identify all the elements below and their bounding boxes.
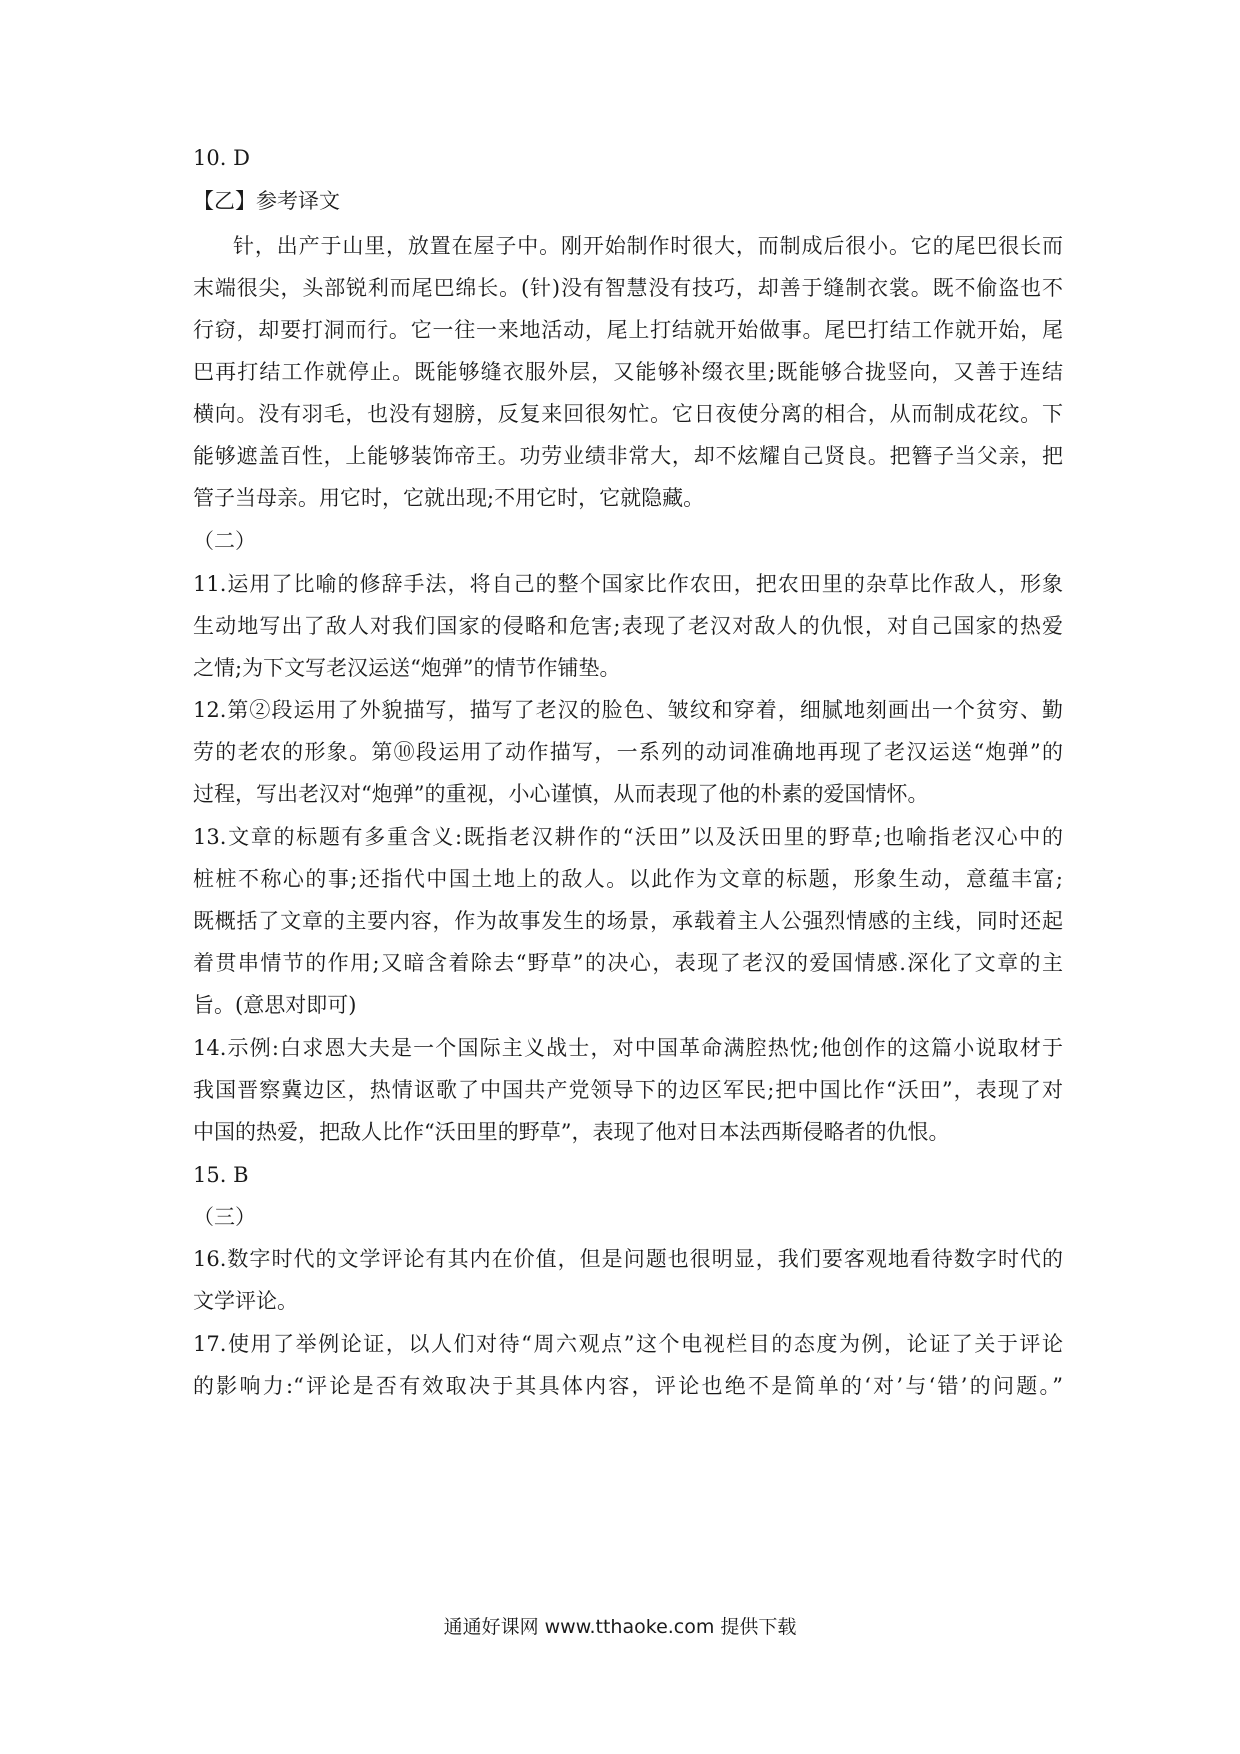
translation-line: 巴再打结工作就停止。既能够缝衣服外层，又能够补缀衣里;既能够合拢竖向，又善于连结 (193, 360, 1063, 384)
yi-translation-heading: 【乙】参考译文 (193, 189, 340, 213)
answer-12-line: 劳的老农的形象。第⑩段运用了动作描写，一系列的动词准确地再现了老汉运送“炮弹”的 (193, 740, 1063, 764)
answer-11-line: 生动地写出了敌人对我们国家的侵略和危害;表现了老汉对敌人的仇恨，对自己国家的热爱 (193, 614, 1063, 638)
answer-11-line: 之情;为下文写老汉运送“炮弹”的情节作铺垫。 (193, 656, 621, 680)
answer-16-line: 文学评论。 (193, 1289, 298, 1313)
answer-16-line: 16.数字时代的文学评论有其内在价值，但是问题也很明显，我们要客观地看待数字时代的 (193, 1247, 1063, 1271)
answer-13-line: 既概括了文章的主要内容，作为故事发生的场景，承载着主人公强烈情感的主线，同时还起 (193, 909, 1063, 933)
translation-line: 横向。没有羽毛，也没有翅膀，反复来回很匆忙。它日夜使分离的相合，从而制成花纹。下 (193, 402, 1063, 426)
answer-13-line: 旨。(意思对即可) (193, 993, 357, 1017)
answer-17-line: 17.使用了举例论证，以人们对待“周六观点”这个电视栏目的态度为例，论证了关于评论 (193, 1332, 1063, 1356)
answer-14-line: 中国的热爱，把敌人比作“沃田里的野草”，表现了他对日本法西斯侵略者的仇恨。 (193, 1120, 950, 1144)
footer-source: 通通好课网 www.tthaoke.com 提供下载 (443, 1616, 797, 1638)
answer-14-line: 14.示例:白求恩大夫是一个国际主义战士，对中国革命满腔热忱;他创作的这篇小说取材于 (193, 1036, 1063, 1060)
answer-11-line: 11.运用了比喻的修辞手法，将自己的整个国家比作农田，把农田里的杂草比作敌人，形象 (193, 572, 1063, 596)
answer-12-line: 12.第②段运用了外貌描写，描写了老汉的脸色、皱纹和穿着，细腻地刻画出一个贫穷、勤 (193, 698, 1063, 722)
answer-17-line: 的影响力:“评论是否有效取决于其具体内容，评论也绝不是简单的‘对’与‘错’的问题。” (193, 1374, 1063, 1398)
answer-12-line: 过程，写出老汉对“炮弹”的重视，小心谨慎，从而表现了他的朴素的爱国情怀。 (193, 782, 929, 806)
answer-14-line: 我国晋察冀边区，热情讴歌了中国共产党领导下的边区军民;把中国比作“沃田”，表现了对 (193, 1078, 1063, 1102)
answer-13-line: 桩桩不称心的事;还指代中国土地上的敌人。以此作为文章的标题，形象生动，意蕴丰富; (193, 867, 1063, 891)
section-heading-2: （二） (193, 529, 256, 553)
answer-15: 15. B (193, 1163, 249, 1187)
answer-13-line: 13.文章的标题有多重含义:既指老汉耕作的“沃田”以及沃田里的野草;也喻指老汉心中的 (193, 825, 1063, 849)
translation-line: 针，出产于山里，放置在屋子中。刚开始制作时很大，而制成后很小。它的尾巴很长而 (233, 234, 1063, 258)
section-heading-3: （三） (193, 1205, 256, 1229)
translation-line: 末端很尖，头部锐利而尾巴绵长。(针)没有智慧没有技巧，却善于缝制衣裳。既不偷盗也不 (193, 276, 1063, 300)
translation-line: 行窃，却要打洞而行。它一往一来地活动，尾上打结就开始做事。尾巴打结工作就开始，尾 (193, 318, 1063, 342)
answer-13-line: 着贯串情节的作用;又暗含着除去“野草”的决心，表现了老汉的爱国情感.深化了文章的主 (193, 951, 1063, 975)
translation-line: 管子当母亲。用它时，它就出现;不用它时，它就隐藏。 (193, 486, 705, 510)
answer-10: 10. D (193, 146, 250, 170)
translation-line: 能够遮盖百性，上能够装饰帝王。功劳业绩非常大，却不炫耀自己贤良。把簪子当父亲，把 (193, 444, 1063, 468)
